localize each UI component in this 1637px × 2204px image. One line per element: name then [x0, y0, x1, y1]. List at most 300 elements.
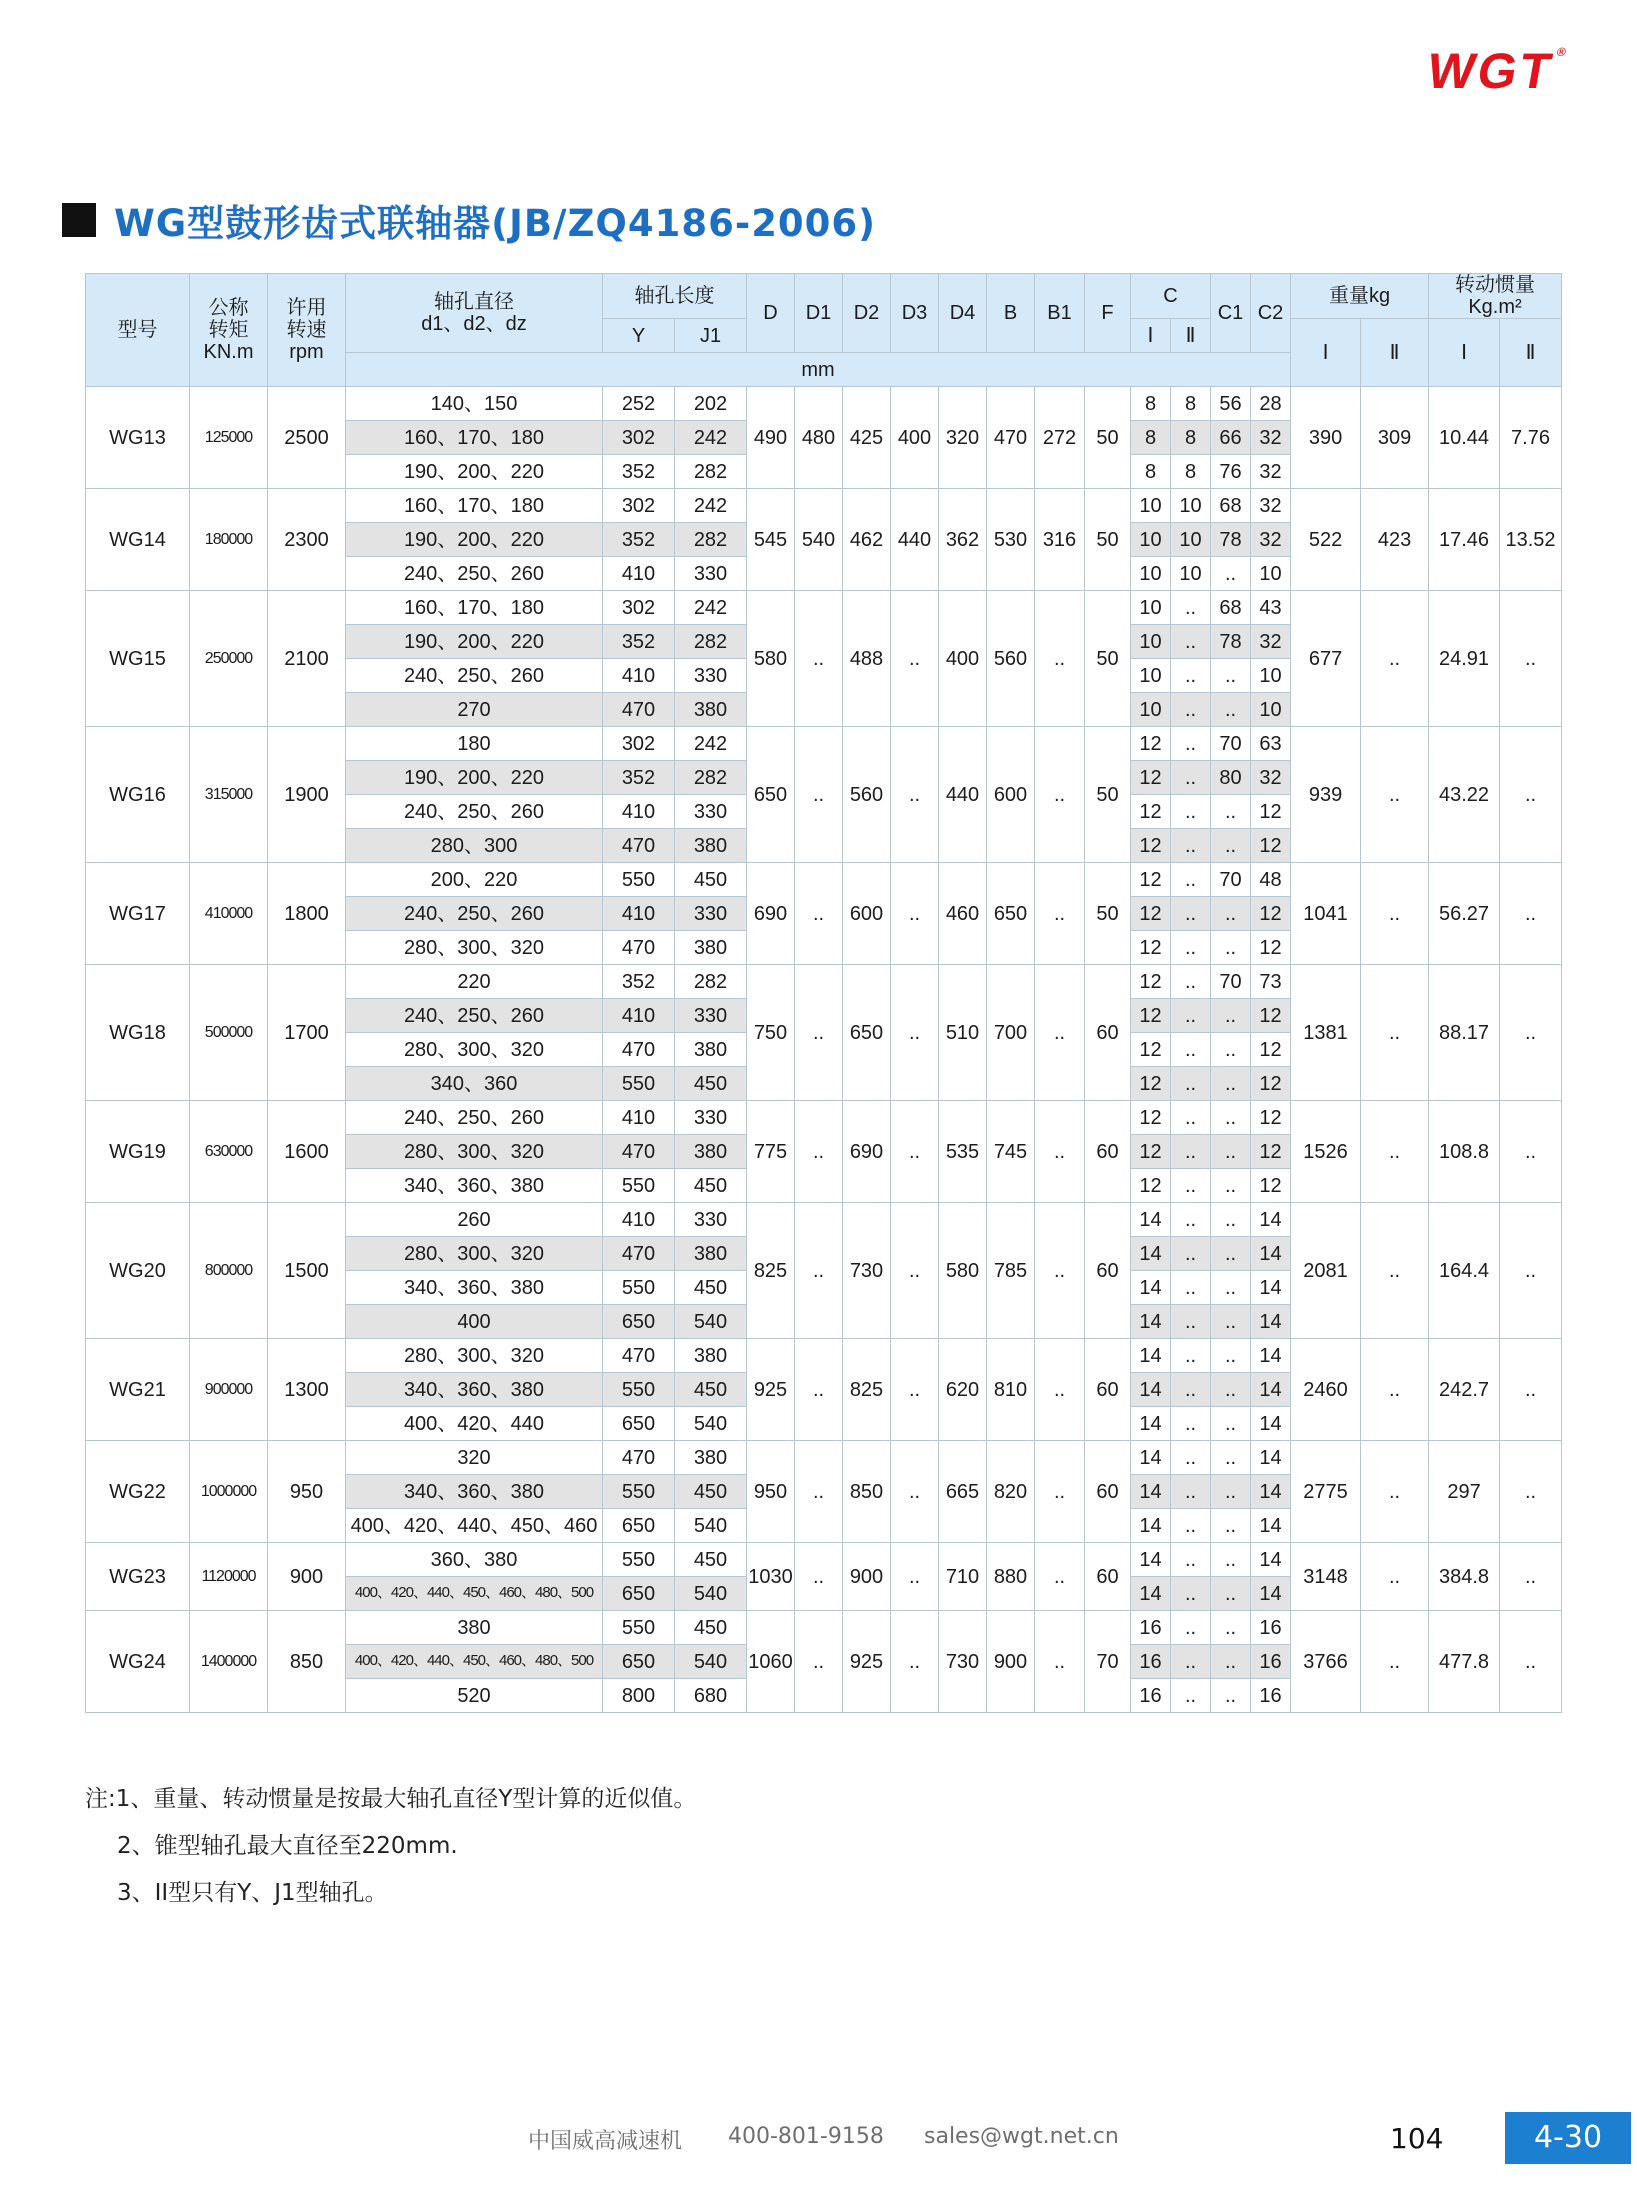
dim-b1-cell: .. — [1035, 1203, 1085, 1339]
c2-cell: 14 — [1251, 1441, 1291, 1475]
bore-diameter-cell: 520 — [346, 1679, 603, 1713]
col-weight-I: Ⅰ — [1291, 319, 1361, 387]
bore-length-y-cell: 470 — [603, 1033, 675, 1067]
bore-length-j1-cell: 680 — [675, 1679, 747, 1713]
c1-cell: .. — [1211, 1543, 1251, 1577]
weight-i-cell: 1526 — [1291, 1101, 1361, 1203]
bore-diameter-cell: 280、300、320 — [346, 931, 603, 965]
dim-b-cell: 820 — [987, 1441, 1035, 1543]
c-i-cell: 10 — [1131, 557, 1171, 591]
c2-cell: 14 — [1251, 1509, 1291, 1543]
dim-d1-cell: .. — [795, 1543, 843, 1611]
bore-length-y-cell: 410 — [603, 1101, 675, 1135]
bore-length-j1-cell: 380 — [675, 829, 747, 863]
bore-length-j1-cell: 330 — [675, 999, 747, 1033]
bore-length-y-cell: 550 — [603, 1543, 675, 1577]
dim-f-cell: 70 — [1085, 1611, 1131, 1713]
bore-length-j1-cell: 380 — [675, 693, 747, 727]
bore-length-j1-cell: 380 — [675, 1441, 747, 1475]
bore-length-j1-cell: 242 — [675, 727, 747, 761]
c-i-cell: 14 — [1131, 1203, 1171, 1237]
c-i-cell: 12 — [1131, 761, 1171, 795]
c2-cell: 14 — [1251, 1577, 1291, 1611]
bore-length-j1-cell: 330 — [675, 897, 747, 931]
inertia-i-cell: 56.27 — [1429, 863, 1500, 965]
col-D1: D1 — [795, 274, 843, 353]
col-weight: 重量kg — [1291, 274, 1429, 319]
c-i-cell: 12 — [1131, 931, 1171, 965]
c-i-cell: 14 — [1131, 1577, 1171, 1611]
dim-d4-cell: 710 — [939, 1543, 987, 1611]
col-B1: B1 — [1035, 274, 1085, 353]
coupling-spec-table — [85, 273, 1562, 1713]
c-i-cell: 14 — [1131, 1543, 1171, 1577]
dim-b1-cell: .. — [1035, 727, 1085, 863]
inertia-i-cell: 384.8 — [1429, 1543, 1500, 1611]
torque-cell: 800000 — [190, 1203, 268, 1339]
c1-cell: .. — [1211, 1169, 1251, 1203]
dim-d1-cell: 540 — [795, 489, 843, 591]
torque-cell: 1000000 — [190, 1441, 268, 1543]
dim-d-cell: 750 — [747, 965, 795, 1101]
page-number: 104 — [1390, 2122, 1444, 2155]
c1-cell: .. — [1211, 1135, 1251, 1169]
dim-b-cell: 560 — [987, 591, 1035, 727]
dim-d-cell: 950 — [747, 1441, 795, 1543]
bore-length-y-cell: 302 — [603, 591, 675, 625]
c-ii-cell: .. — [1171, 931, 1211, 965]
dim-d3-cell: .. — [891, 863, 939, 965]
torque-cell: 315000 — [190, 727, 268, 863]
dim-d4-cell: 535 — [939, 1101, 987, 1203]
bore-diameter-cell: 270 — [346, 693, 603, 727]
dim-d2-cell: 825 — [843, 1339, 891, 1441]
c-i-cell: 12 — [1131, 1135, 1171, 1169]
dim-d-cell: 490 — [747, 387, 795, 489]
bore-diameter-cell: 340、360、380 — [346, 1169, 603, 1203]
bore-length-j1-cell: 330 — [675, 795, 747, 829]
dim-f-cell: 60 — [1085, 1441, 1131, 1543]
inertia-ii-cell: .. — [1500, 1203, 1562, 1339]
table-body — [86, 387, 1562, 1713]
dim-d1-cell: .. — [795, 591, 843, 727]
bore-length-y-cell: 352 — [603, 455, 675, 489]
col-inertia-I: Ⅰ — [1429, 319, 1500, 387]
weight-i-cell: 1381 — [1291, 965, 1361, 1101]
model-cell: WG19 — [86, 1101, 190, 1203]
bore-length-j1-cell: 540 — [675, 1577, 747, 1611]
weight-i-cell: 3766 — [1291, 1611, 1361, 1713]
col-C2: C2 — [1251, 274, 1291, 353]
dim-b1-cell: .. — [1035, 1611, 1085, 1713]
c1-cell: 78 — [1211, 523, 1251, 557]
bore-length-y-cell: 470 — [603, 1339, 675, 1373]
dim-d3-cell: .. — [891, 1441, 939, 1543]
c-ii-cell: 10 — [1171, 523, 1211, 557]
c1-cell: .. — [1211, 1679, 1251, 1713]
c-i-cell: 16 — [1131, 1645, 1171, 1679]
footer-phone: 400-801-9158 — [728, 2124, 884, 2149]
dim-b-cell: 530 — [987, 489, 1035, 591]
inertia-i-cell: 88.17 — [1429, 965, 1500, 1101]
col-J1: J1 — [675, 319, 747, 353]
c2-cell: 14 — [1251, 1237, 1291, 1271]
table-row — [86, 387, 1562, 421]
dim-b1-cell: .. — [1035, 1543, 1085, 1611]
bore-length-y-cell: 470 — [603, 931, 675, 965]
c2-cell: 48 — [1251, 863, 1291, 897]
c1-cell: .. — [1211, 1407, 1251, 1441]
dim-b-cell: 745 — [987, 1101, 1035, 1203]
bore-length-j1-cell: 282 — [675, 965, 747, 999]
c-ii-cell: .. — [1171, 693, 1211, 727]
bore-length-y-cell: 470 — [603, 693, 675, 727]
c1-cell: .. — [1211, 659, 1251, 693]
weight-i-cell: 2460 — [1291, 1339, 1361, 1441]
dim-d-cell: 650 — [747, 727, 795, 863]
dim-f-cell: 50 — [1085, 863, 1131, 965]
dim-d1-cell: .. — [795, 1203, 843, 1339]
dim-b-cell: 785 — [987, 1203, 1035, 1339]
dim-d-cell: 1030 — [747, 1543, 795, 1611]
bore-length-y-cell: 470 — [603, 1441, 675, 1475]
bore-diameter-cell: 160、170、180 — [346, 489, 603, 523]
dim-d2-cell: 925 — [843, 1611, 891, 1713]
c1-cell: .. — [1211, 1441, 1251, 1475]
weight-ii-cell: .. — [1361, 1101, 1429, 1203]
dim-d3-cell: .. — [891, 1543, 939, 1611]
c-i-cell: 10 — [1131, 659, 1171, 693]
c2-cell: 12 — [1251, 1033, 1291, 1067]
c2-cell: 12 — [1251, 1169, 1291, 1203]
bore-length-j1-cell: 330 — [675, 1203, 747, 1237]
bore-length-y-cell: 550 — [603, 1271, 675, 1305]
bore-length-y-cell: 470 — [603, 1237, 675, 1271]
model-cell: WG21 — [86, 1339, 190, 1441]
c-ii-cell: .. — [1171, 1305, 1211, 1339]
bore-length-j1-cell: 540 — [675, 1509, 747, 1543]
dim-b-cell: 880 — [987, 1543, 1035, 1611]
bore-length-y-cell: 352 — [603, 523, 675, 557]
bore-length-y-cell: 650 — [603, 1305, 675, 1339]
c1-cell: 66 — [1211, 421, 1251, 455]
col-model: 型号 — [86, 274, 190, 387]
model-cell: WG13 — [86, 387, 190, 489]
dim-d1-cell: .. — [795, 1441, 843, 1543]
bore-length-j1-cell: 450 — [675, 863, 747, 897]
dim-d3-cell: .. — [891, 1339, 939, 1441]
torque-cell: 180000 — [190, 489, 268, 591]
c-ii-cell: .. — [1171, 591, 1211, 625]
inertia-ii-cell: .. — [1500, 1339, 1562, 1441]
table-row — [86, 1203, 1562, 1237]
c2-cell: 28 — [1251, 387, 1291, 421]
c2-cell: 16 — [1251, 1611, 1291, 1645]
inertia-i-cell: 242.7 — [1429, 1339, 1500, 1441]
weight-ii-cell: .. — [1361, 727, 1429, 863]
inertia-ii-cell: .. — [1500, 1543, 1562, 1611]
c1-cell: .. — [1211, 1373, 1251, 1407]
weight-i-cell: 2081 — [1291, 1203, 1361, 1339]
dim-d2-cell: 560 — [843, 727, 891, 863]
table-row — [86, 489, 1562, 523]
c-ii-cell: .. — [1171, 1611, 1211, 1645]
c-i-cell: 8 — [1131, 421, 1171, 455]
bore-diameter-cell: 200、220 — [346, 863, 603, 897]
bore-diameter-cell: 380 — [346, 1611, 603, 1645]
weight-i-cell: 390 — [1291, 387, 1361, 489]
c1-cell: .. — [1211, 1509, 1251, 1543]
bore-diameter-cell: 140、150 — [346, 387, 603, 421]
bore-length-y-cell: 650 — [603, 1407, 675, 1441]
bore-length-j1-cell: 282 — [675, 761, 747, 795]
bore-diameter-cell: 260 — [346, 1203, 603, 1237]
inertia-ii-cell: .. — [1500, 1441, 1562, 1543]
inertia-ii-cell: .. — [1500, 965, 1562, 1101]
c-i-cell: 12 — [1131, 965, 1171, 999]
dim-b1-cell: .. — [1035, 1441, 1085, 1543]
c1-cell: .. — [1211, 1339, 1251, 1373]
bore-diameter-cell: 240、250、260 — [346, 999, 603, 1033]
col-Y: Y — [603, 319, 675, 353]
c-ii-cell: .. — [1171, 1033, 1211, 1067]
speed-cell: 1600 — [268, 1101, 346, 1203]
bore-diameter-cell: 280、300、320 — [346, 1135, 603, 1169]
bore-length-j1-cell: 330 — [675, 557, 747, 591]
c-i-cell: 10 — [1131, 489, 1171, 523]
dim-d1-cell: .. — [795, 727, 843, 863]
c-ii-cell: .. — [1171, 999, 1211, 1033]
bore-length-y-cell: 550 — [603, 1373, 675, 1407]
col-bore-diameter: 轴孔直径 d1、d2、dz — [346, 274, 603, 353]
dim-b-cell: 650 — [987, 863, 1035, 965]
dim-d1-cell: .. — [795, 1101, 843, 1203]
model-cell: WG14 — [86, 489, 190, 591]
bore-diameter-cell: 160、170、180 — [346, 421, 603, 455]
torque-cell: 125000 — [190, 387, 268, 489]
col-inertia-II: Ⅱ — [1500, 319, 1562, 387]
c-ii-cell: .. — [1171, 1203, 1211, 1237]
footer-email: sales@wgt.net.cn — [924, 2124, 1119, 2149]
bore-length-j1-cell: 282 — [675, 523, 747, 557]
bore-diameter-cell: 160、170、180 — [346, 591, 603, 625]
table-row — [86, 965, 1562, 999]
model-cell: WG23 — [86, 1543, 190, 1611]
dim-d4-cell: 580 — [939, 1203, 987, 1339]
table-row — [86, 727, 1562, 761]
bore-length-j1-cell: 380 — [675, 931, 747, 965]
dim-d4-cell: 730 — [939, 1611, 987, 1713]
bore-diameter-cell: 220 — [346, 965, 603, 999]
bore-length-y-cell: 650 — [603, 1509, 675, 1543]
table-row — [86, 591, 1562, 625]
dim-f-cell: 60 — [1085, 1203, 1131, 1339]
c1-cell: .. — [1211, 897, 1251, 931]
dim-d1-cell: .. — [795, 1611, 843, 1713]
c-i-cell: 10 — [1131, 591, 1171, 625]
c-i-cell: 14 — [1131, 1509, 1171, 1543]
bore-length-j1-cell: 540 — [675, 1645, 747, 1679]
dim-b1-cell: .. — [1035, 1339, 1085, 1441]
c-ii-cell: .. — [1171, 1373, 1211, 1407]
c-i-cell: 14 — [1131, 1237, 1171, 1271]
torque-cell: 500000 — [190, 965, 268, 1101]
weight-ii-cell: 423 — [1361, 489, 1429, 591]
bore-length-j1-cell: 450 — [675, 1271, 747, 1305]
c2-cell: 63 — [1251, 727, 1291, 761]
table-row — [86, 1441, 1562, 1475]
c-i-cell: 14 — [1131, 1475, 1171, 1509]
bore-diameter-cell: 400 — [346, 1305, 603, 1339]
c2-cell: 32 — [1251, 421, 1291, 455]
dim-d1-cell: .. — [795, 965, 843, 1101]
title-square-icon — [62, 203, 96, 237]
c-ii-cell: .. — [1171, 1169, 1211, 1203]
dim-f-cell: 50 — [1085, 727, 1131, 863]
speed-cell: 1900 — [268, 727, 346, 863]
bore-diameter-cell: 400、420、440 — [346, 1407, 603, 1441]
bore-length-y-cell: 650 — [603, 1645, 675, 1679]
c1-cell: .. — [1211, 1271, 1251, 1305]
dim-b1-cell: 316 — [1035, 489, 1085, 591]
inertia-i-cell: 297 — [1429, 1441, 1500, 1543]
bore-length-j1-cell: 330 — [675, 659, 747, 693]
c1-cell: .. — [1211, 829, 1251, 863]
c1-cell: .. — [1211, 1101, 1251, 1135]
c1-cell: .. — [1211, 931, 1251, 965]
c-i-cell: 12 — [1131, 727, 1171, 761]
bore-diameter-cell: 280、300、320 — [346, 1033, 603, 1067]
bore-diameter-cell: 400、420、440、450、460、480、500 — [346, 1577, 603, 1611]
c-ii-cell: .. — [1171, 659, 1211, 693]
bore-length-j1-cell: 540 — [675, 1305, 747, 1339]
c1-cell: 76 — [1211, 455, 1251, 489]
weight-i-cell: 2775 — [1291, 1441, 1361, 1543]
c2-cell: 10 — [1251, 693, 1291, 727]
bore-diameter-cell: 240、250、260 — [346, 659, 603, 693]
c2-cell: 12 — [1251, 1135, 1291, 1169]
dim-d2-cell: 462 — [843, 489, 891, 591]
c-ii-cell: .. — [1171, 727, 1211, 761]
col-F: F — [1085, 274, 1131, 353]
torque-cell: 410000 — [190, 863, 268, 965]
bore-length-y-cell: 410 — [603, 1203, 675, 1237]
c-i-cell: 10 — [1131, 625, 1171, 659]
dim-f-cell: 50 — [1085, 591, 1131, 727]
weight-i-cell: 1041 — [1291, 863, 1361, 965]
bore-diameter-cell: 340、360、380 — [346, 1271, 603, 1305]
torque-cell: 1120000 — [190, 1543, 268, 1611]
c-i-cell: 14 — [1131, 1441, 1171, 1475]
bore-diameter-cell: 400、420、440、450、460 — [346, 1509, 603, 1543]
c2-cell: 10 — [1251, 557, 1291, 591]
table-row — [86, 1101, 1562, 1135]
c-ii-cell: .. — [1171, 1407, 1211, 1441]
c2-cell: 16 — [1251, 1645, 1291, 1679]
col-C-II: Ⅱ — [1171, 319, 1211, 353]
bore-diameter-cell: 190、200、220 — [346, 625, 603, 659]
col-D: D — [747, 274, 795, 353]
c-i-cell: 12 — [1131, 999, 1171, 1033]
footer — [0, 2112, 1637, 2172]
table-header — [86, 274, 1562, 387]
c-ii-cell: 8 — [1171, 387, 1211, 421]
bore-diameter-cell: 340、360、380 — [346, 1475, 603, 1509]
inertia-i-cell: 10.44 — [1429, 387, 1500, 489]
bore-length-j1-cell: 202 — [675, 387, 747, 421]
bore-length-y-cell: 410 — [603, 795, 675, 829]
inertia-ii-cell: 7.76 — [1500, 387, 1562, 489]
dim-b1-cell: .. — [1035, 591, 1085, 727]
c-ii-cell: .. — [1171, 897, 1211, 931]
c-ii-cell: .. — [1171, 1101, 1211, 1135]
bore-length-y-cell: 470 — [603, 1135, 675, 1169]
bore-length-j1-cell: 450 — [675, 1611, 747, 1645]
torque-cell: 630000 — [190, 1101, 268, 1203]
model-cell: WG18 — [86, 965, 190, 1101]
dim-b1-cell: 272 — [1035, 387, 1085, 489]
dim-d4-cell: 460 — [939, 863, 987, 965]
bore-length-y-cell: 650 — [603, 1577, 675, 1611]
speed-cell: 2300 — [268, 489, 346, 591]
c2-cell: 14 — [1251, 1543, 1291, 1577]
bore-length-y-cell: 550 — [603, 1611, 675, 1645]
inertia-ii-cell: .. — [1500, 1101, 1562, 1203]
bore-length-y-cell: 410 — [603, 557, 675, 591]
dim-d3-cell: .. — [891, 1101, 939, 1203]
c1-cell: .. — [1211, 1067, 1251, 1101]
bore-length-j1-cell: 282 — [675, 455, 747, 489]
bore-length-j1-cell: 242 — [675, 591, 747, 625]
c2-cell: 12 — [1251, 1067, 1291, 1101]
col-torque: 公称 转矩 KN.m — [190, 274, 268, 387]
c-i-cell: 8 — [1131, 455, 1171, 489]
bore-length-j1-cell: 242 — [675, 489, 747, 523]
c2-cell: 12 — [1251, 931, 1291, 965]
c-i-cell: 8 — [1131, 387, 1171, 421]
c-ii-cell: .. — [1171, 1475, 1211, 1509]
inertia-i-cell: 108.8 — [1429, 1101, 1500, 1203]
dim-b1-cell: .. — [1035, 863, 1085, 965]
c2-cell: 12 — [1251, 795, 1291, 829]
bore-length-y-cell: 550 — [603, 863, 675, 897]
c2-cell: 32 — [1251, 625, 1291, 659]
c2-cell: 32 — [1251, 523, 1291, 557]
col-C: C — [1131, 274, 1211, 319]
c-ii-cell: .. — [1171, 625, 1211, 659]
dim-b-cell: 700 — [987, 965, 1035, 1101]
c-ii-cell: .. — [1171, 1679, 1211, 1713]
dim-f-cell: 60 — [1085, 965, 1131, 1101]
col-C1: C1 — [1211, 274, 1251, 353]
c2-cell: 14 — [1251, 1373, 1291, 1407]
bore-length-j1-cell: 380 — [675, 1033, 747, 1067]
dim-f-cell: 60 — [1085, 1101, 1131, 1203]
bore-length-y-cell: 352 — [603, 761, 675, 795]
inertia-ii-cell: .. — [1500, 863, 1562, 965]
c-ii-cell: .. — [1171, 863, 1211, 897]
inertia-ii-cell: 13.52 — [1500, 489, 1562, 591]
c2-cell: 14 — [1251, 1271, 1291, 1305]
bore-length-j1-cell: 242 — [675, 421, 747, 455]
model-cell: WG17 — [86, 863, 190, 965]
bore-length-y-cell: 410 — [603, 897, 675, 931]
col-D2: D2 — [843, 274, 891, 353]
bore-length-j1-cell: 380 — [675, 1339, 747, 1373]
c-i-cell: 14 — [1131, 1305, 1171, 1339]
c-i-cell: 14 — [1131, 1339, 1171, 1373]
c1-cell: .. — [1211, 1305, 1251, 1339]
